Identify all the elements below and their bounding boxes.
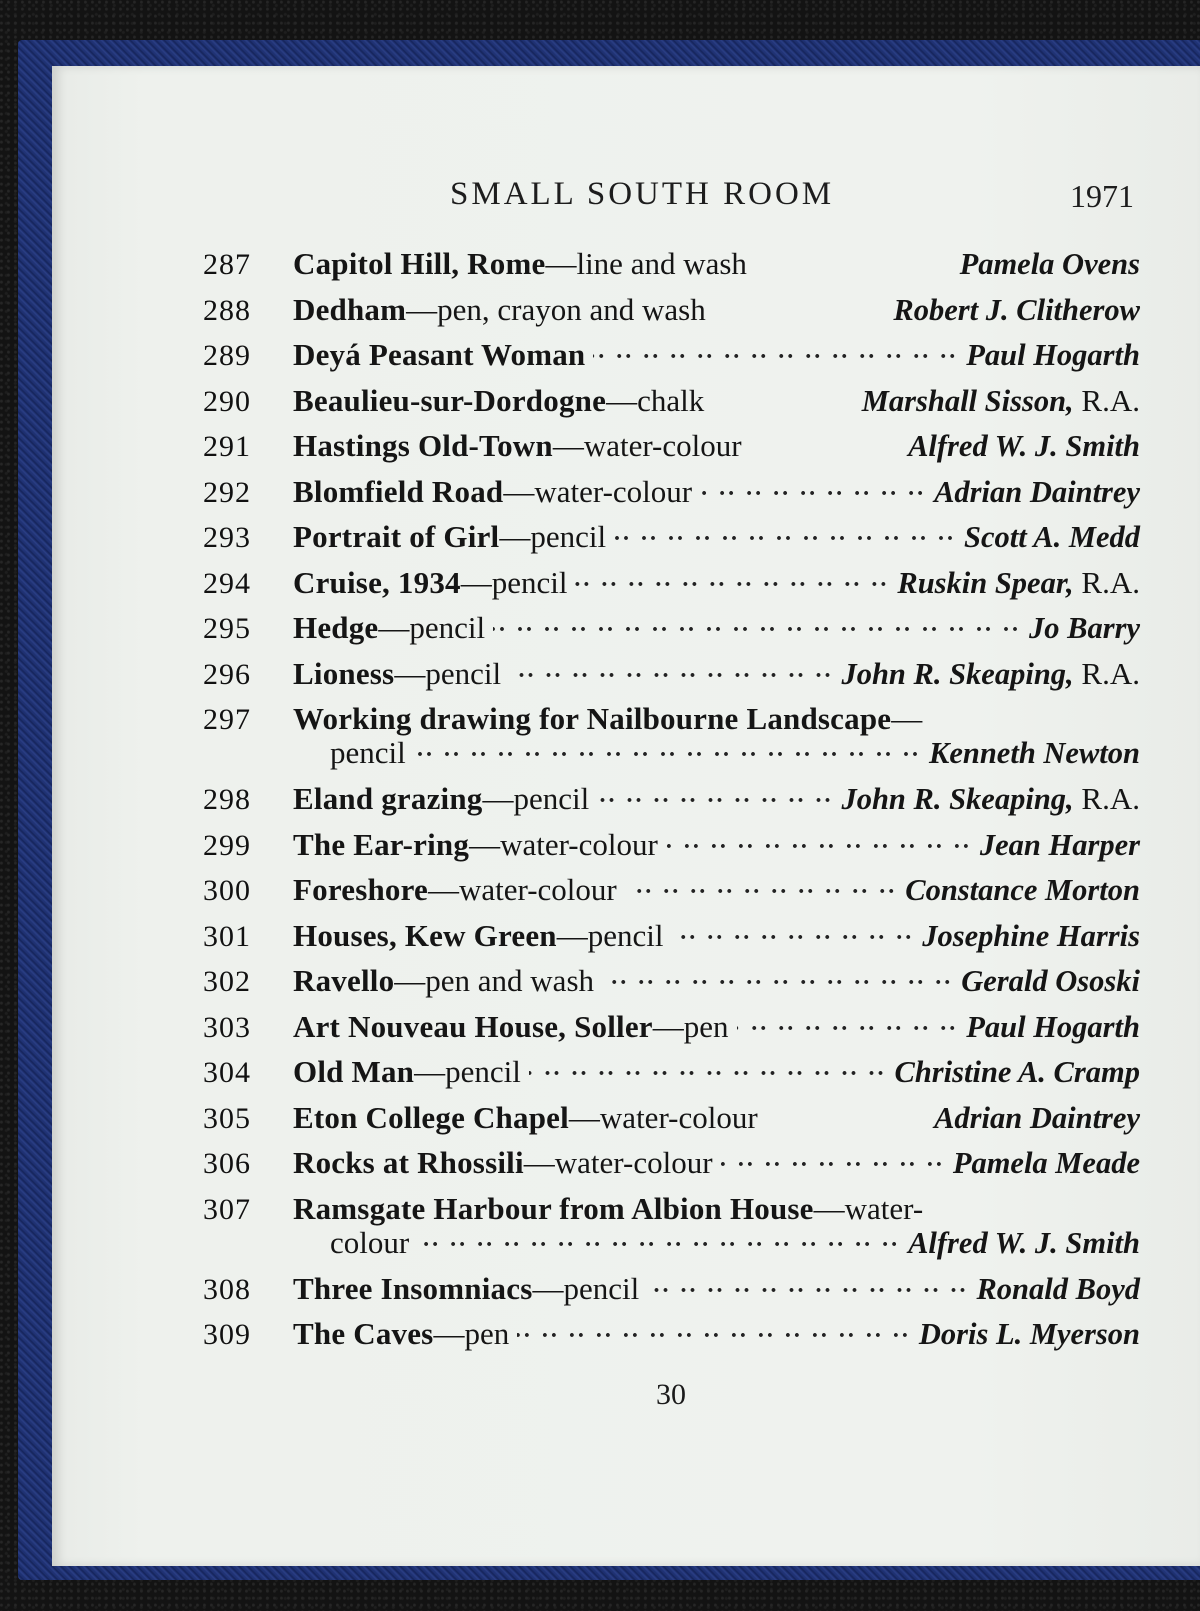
entry-title: Three Insomniacs bbox=[293, 1270, 533, 1306]
entry-medium: —water- bbox=[813, 1190, 924, 1226]
dot-leaders bbox=[721, 1146, 945, 1173]
entry-line bbox=[293, 383, 1140, 419]
entry-artist-group bbox=[934, 474, 1140, 510]
entry-line bbox=[293, 827, 1140, 863]
entry-artist: Jean Harper bbox=[979, 827, 1140, 862]
dot-leaders bbox=[593, 338, 958, 365]
entry-number: 308 bbox=[203, 1272, 251, 1306]
entry-artist: John R. Skeaping, bbox=[841, 656, 1074, 691]
entry-artist: Alfred W. J. Smith bbox=[908, 1225, 1140, 1260]
entry-artist-group bbox=[862, 383, 1140, 419]
entry-artist: Robert J. Clitherow bbox=[893, 292, 1140, 327]
page-header bbox=[0, 176, 1200, 216]
entry-number: 306 bbox=[203, 1147, 251, 1180]
entry-artist-group bbox=[908, 428, 1140, 464]
entry-medium: —pen bbox=[433, 1316, 510, 1351]
entry-title: Ramsgate Harbour from Albion House bbox=[293, 1190, 814, 1226]
entry-line bbox=[293, 1271, 1140, 1307]
entry-artist-group bbox=[960, 246, 1140, 282]
entry-medium: —pencil bbox=[556, 917, 664, 953]
entry-medium: —pen, crayon and wash bbox=[406, 291, 706, 327]
entry-medium: —water-colour bbox=[568, 1099, 758, 1135]
entry-title: Capitol Hill, Rome bbox=[293, 246, 546, 281]
entry-artist-group bbox=[893, 292, 1140, 328]
catalogue-year: 1971 bbox=[1070, 178, 1134, 214]
entry-title: Rocks at Rhossili bbox=[293, 1145, 524, 1180]
entry-title: The Ear-ring bbox=[293, 826, 470, 862]
dot-leaders bbox=[625, 873, 898, 900]
dot-leaders bbox=[647, 1272, 968, 1299]
entry-medium: —pencil bbox=[394, 655, 502, 691]
entry-artist-group bbox=[929, 735, 1140, 771]
entry-number: 293 bbox=[203, 521, 251, 554]
entry-artist: Adrian Daintrey bbox=[934, 474, 1140, 509]
entry-line bbox=[293, 519, 1140, 555]
entry-medium: — bbox=[891, 701, 923, 736]
dot-leaders bbox=[417, 1226, 900, 1253]
entry-artist-suffix: R.A. bbox=[1073, 382, 1140, 418]
dot-leaders bbox=[509, 657, 833, 684]
catalogue-entry bbox=[0, 1050, 1200, 1096]
dot-leaders bbox=[602, 964, 953, 991]
entry-medium: —water-colour bbox=[469, 826, 658, 862]
entry-artist: Josephine Harris bbox=[922, 918, 1140, 953]
entry-artist-suffix: R.A. bbox=[1073, 564, 1140, 600]
entry-artist: Ronald Boyd bbox=[976, 1271, 1140, 1306]
catalogue-entry bbox=[0, 333, 1200, 379]
entry-number: 305 bbox=[203, 1101, 251, 1135]
dot-leaders bbox=[737, 1010, 959, 1037]
entry-continuation-line bbox=[330, 735, 1140, 771]
entry-title: Portrait of Girl bbox=[293, 519, 500, 554]
catalogue-entry bbox=[0, 959, 1200, 1005]
entry-number: 304 bbox=[203, 1056, 251, 1089]
catalogue-entry bbox=[0, 379, 1200, 425]
catalogue-entry bbox=[0, 868, 1200, 914]
entry-artist-group bbox=[966, 337, 1140, 373]
entry-title: Hastings Old-Town bbox=[293, 428, 553, 463]
entry-line bbox=[293, 781, 1140, 817]
entry-title: Houses, Kew Green bbox=[293, 917, 557, 953]
dot-leaders bbox=[671, 919, 914, 946]
entry-line bbox=[293, 610, 1140, 646]
entry-number: 296 bbox=[203, 657, 251, 691]
catalogue-entry bbox=[0, 1141, 1200, 1187]
entry-artist-group bbox=[1029, 610, 1140, 646]
entry-line bbox=[293, 292, 1140, 328]
dot-leaders bbox=[414, 736, 921, 763]
entry-medium: —pencil bbox=[482, 781, 590, 816]
entry-line bbox=[293, 701, 1140, 737]
entry-artist: Adrian Daintrey bbox=[934, 1100, 1140, 1135]
entry-artist: Alfred W. J. Smith bbox=[908, 429, 1140, 463]
entry-number: 309 bbox=[203, 1318, 251, 1351]
dot-leaders bbox=[666, 828, 972, 855]
entry-artist: Scott A. Medd bbox=[964, 520, 1140, 554]
catalogue-entry bbox=[0, 777, 1200, 823]
entry-medium: —water-colour bbox=[503, 473, 693, 509]
dot-leaders bbox=[700, 475, 926, 502]
entry-artist: Christine A. Cramp bbox=[894, 1055, 1140, 1089]
catalogue-entry bbox=[0, 561, 1200, 607]
catalogue-entry bbox=[0, 470, 1200, 516]
entry-artist: Jo Barry bbox=[1029, 611, 1140, 645]
entry-artist: Constance Morton bbox=[905, 873, 1140, 907]
entry-artist-group bbox=[908, 1225, 1140, 1261]
entry-title: Foreshore bbox=[293, 872, 428, 907]
entry-artist-group bbox=[976, 1271, 1140, 1307]
catalogue-entry bbox=[0, 242, 1200, 288]
entry-line bbox=[293, 1145, 1140, 1181]
entry-line bbox=[293, 872, 1140, 908]
catalogue-entry bbox=[0, 1187, 1200, 1267]
entry-artist-group bbox=[841, 656, 1140, 692]
catalogue-entry bbox=[0, 288, 1200, 334]
dot-leaders bbox=[614, 520, 956, 547]
entry-number: 302 bbox=[203, 965, 251, 998]
entry-line bbox=[293, 963, 1140, 999]
entry-artist: Paul Hogarth bbox=[966, 1009, 1140, 1044]
entry-medium: —pencil bbox=[532, 1270, 640, 1306]
entry-continuation-line bbox=[330, 1225, 1140, 1261]
entry-medium: —chalk bbox=[606, 382, 705, 418]
entry-medium: —water-colour bbox=[552, 428, 742, 463]
catalogue-list bbox=[0, 242, 1200, 1358]
entry-title: Deyá Peasant Woman bbox=[293, 337, 586, 372]
entry-line bbox=[293, 1009, 1140, 1045]
entry-artist-suffix: R.A. bbox=[1073, 655, 1140, 691]
entry-line bbox=[293, 474, 1140, 510]
entry-title: Hedge bbox=[293, 610, 379, 645]
entry-number: 301 bbox=[203, 919, 251, 953]
catalogue-entry bbox=[0, 652, 1200, 698]
catalogue-entry bbox=[0, 515, 1200, 561]
entry-number: 299 bbox=[203, 828, 251, 862]
entry-line bbox=[293, 337, 1140, 373]
entry-number: 303 bbox=[203, 1010, 251, 1044]
entry-artist-group bbox=[919, 1316, 1140, 1352]
dot-leaders bbox=[517, 1317, 911, 1344]
entry-title: Ravello bbox=[293, 963, 395, 998]
entry-number: 300 bbox=[203, 874, 251, 907]
entry-artist: Marshall Sisson, bbox=[861, 383, 1074, 418]
entry-line bbox=[293, 1316, 1140, 1352]
entry-artist-group bbox=[980, 827, 1140, 863]
entry-number: 289 bbox=[203, 339, 251, 372]
entry-artist-group bbox=[922, 918, 1140, 954]
entry-artist: Paul Hogarth bbox=[966, 338, 1140, 372]
catalogue-entry bbox=[0, 697, 1200, 777]
entry-title: Working drawing for Nailbourne Landscape bbox=[293, 701, 892, 736]
catalogue-entry bbox=[0, 1267, 1200, 1313]
entry-line bbox=[293, 1191, 1140, 1227]
entry-line bbox=[293, 565, 1140, 601]
dot-leaders bbox=[529, 1055, 887, 1082]
entry-artist: Ruskin Spear, bbox=[897, 565, 1074, 600]
entry-line bbox=[293, 1054, 1140, 1090]
dot-leaders bbox=[597, 782, 833, 809]
dot-leaders bbox=[493, 611, 1021, 638]
entry-artist-group bbox=[905, 872, 1140, 908]
entry-artist: Pamela Ovens bbox=[959, 247, 1140, 281]
entry-title: Beaulieu-sur-Dordogne bbox=[293, 382, 607, 418]
entry-medium: —pen and wash bbox=[394, 963, 595, 998]
catalogue-entry bbox=[0, 1005, 1200, 1051]
entry-title: Eton College Chapel bbox=[293, 1099, 569, 1135]
page-number: 30 bbox=[656, 1378, 686, 1411]
entry-number: 292 bbox=[203, 475, 251, 509]
entry-continuation: colour bbox=[330, 1224, 410, 1260]
entry-title: Old Man bbox=[293, 1054, 415, 1089]
catalogue-entry bbox=[0, 914, 1200, 960]
entry-artist-group bbox=[961, 963, 1140, 999]
entry-number: 298 bbox=[203, 783, 251, 816]
entry-artist: John R. Skeaping, bbox=[841, 782, 1074, 816]
entry-artist: Gerald Ososki bbox=[961, 964, 1140, 998]
entry-number: 294 bbox=[203, 566, 251, 600]
entry-line bbox=[293, 428, 1140, 464]
entry-title: The Caves bbox=[293, 1316, 434, 1351]
entry-medium: —pencil bbox=[460, 564, 568, 600]
entry-number: 297 bbox=[203, 703, 251, 736]
catalogue-entry bbox=[0, 424, 1200, 470]
entry-medium: —pencil bbox=[378, 610, 486, 645]
entry-title: Eland grazing bbox=[293, 781, 483, 816]
entry-artist-group bbox=[895, 1054, 1141, 1090]
entry-title: Cruise, 1934 bbox=[293, 564, 461, 600]
entry-line bbox=[293, 246, 1140, 282]
entry-artist: Kenneth Newton bbox=[929, 736, 1140, 770]
room-title: SMALL SOUTH ROOM bbox=[450, 176, 835, 212]
entry-artist-group bbox=[966, 1009, 1140, 1045]
entry-artist: Pamela Meade bbox=[952, 1146, 1140, 1180]
entry-medium: —water-colour bbox=[427, 872, 617, 907]
entry-line bbox=[293, 656, 1140, 692]
catalogue-entry bbox=[0, 1096, 1200, 1142]
entry-continuation: pencil bbox=[330, 735, 406, 770]
entry-artist-group bbox=[953, 1145, 1140, 1181]
entry-number: 295 bbox=[203, 612, 251, 645]
entry-title: Art Nouveau House, Soller bbox=[293, 1008, 653, 1044]
entry-artist-group bbox=[964, 519, 1140, 555]
dot-leaders bbox=[575, 566, 889, 593]
entry-artist-group bbox=[841, 781, 1140, 817]
catalogue-entry bbox=[0, 1312, 1200, 1358]
entry-medium: —pencil bbox=[414, 1054, 521, 1089]
catalogue-entry bbox=[0, 823, 1200, 869]
entry-medium: —pencil bbox=[499, 519, 607, 554]
entry-title: Dedham bbox=[293, 291, 407, 327]
entry-line bbox=[293, 918, 1140, 954]
entry-artist-group bbox=[897, 565, 1140, 601]
entry-medium: —pen bbox=[652, 1008, 729, 1044]
entry-line bbox=[293, 1100, 1140, 1136]
entry-number: 288 bbox=[203, 293, 251, 327]
entry-number: 287 bbox=[203, 248, 251, 281]
entry-number: 291 bbox=[203, 430, 251, 463]
entry-medium: —water-colour bbox=[523, 1145, 713, 1180]
catalogue-entry bbox=[0, 606, 1200, 652]
entry-artist-group bbox=[934, 1100, 1140, 1136]
entry-title: Blomfield Road bbox=[293, 473, 504, 509]
entry-title: Lioness bbox=[293, 655, 395, 691]
entry-artist-suffix: R.A. bbox=[1073, 781, 1140, 816]
entry-number: 307 bbox=[203, 1192, 251, 1226]
entry-medium: —line and wash bbox=[545, 246, 747, 281]
entry-number: 290 bbox=[203, 384, 251, 418]
entry-artist: Doris L. Myerson bbox=[918, 1317, 1140, 1351]
